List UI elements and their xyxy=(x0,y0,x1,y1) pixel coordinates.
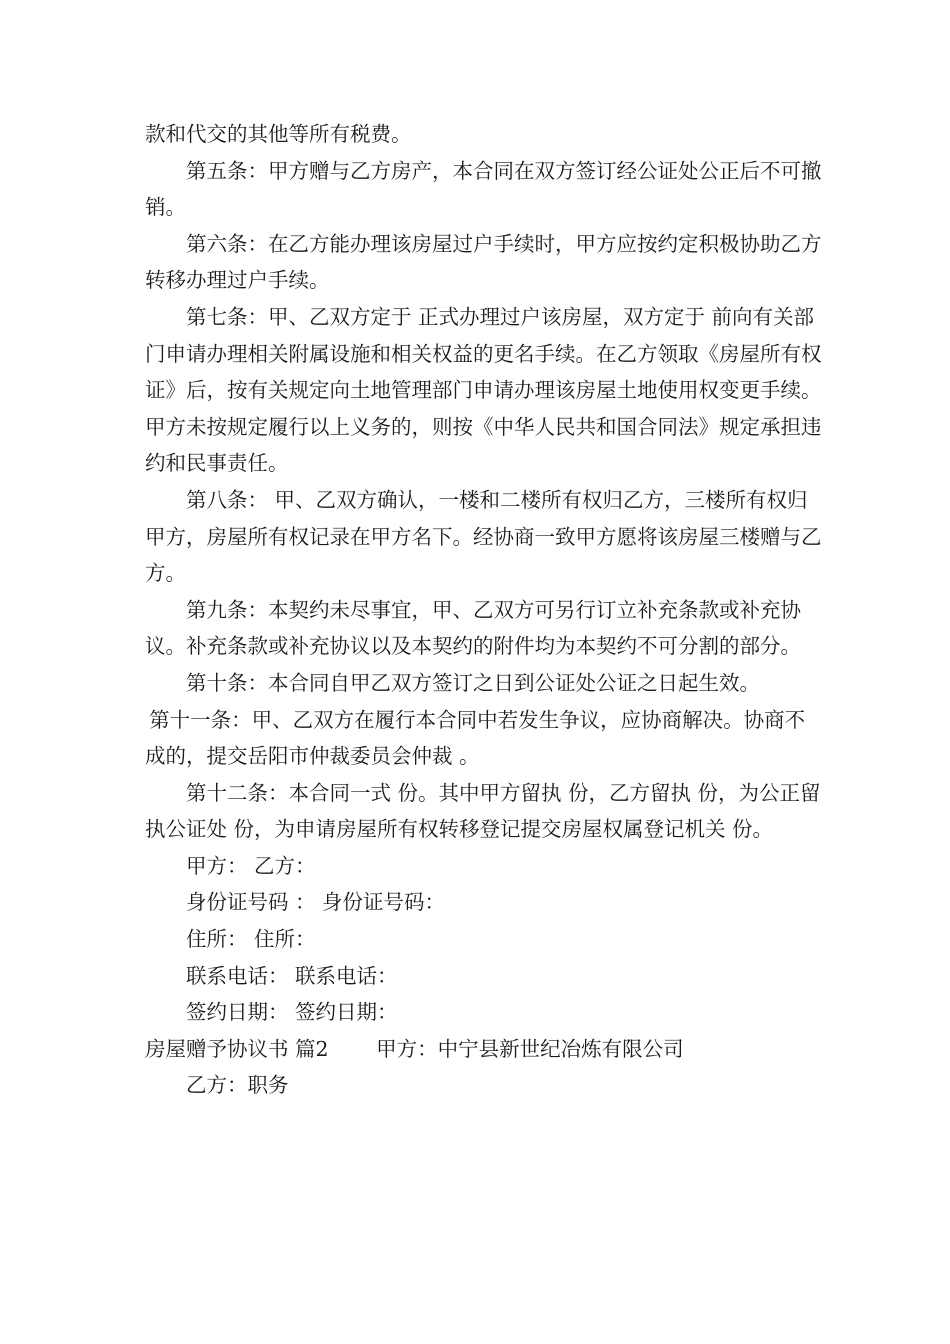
paragraph-article-7: 第七条：甲、乙双方定于 正式办理过户该房屋，双方定于 前向有关部门申请办理相关附属设施和相关权益的更名手续。在乙方领取《房屋所有权证》后，按有关规定向土地管理部门申请办理该房屋土地使用权变更手续。甲方未按规定履行以上义务的，则按《中华人民共和国合同法》规定承担违约和民事责任。 xyxy=(145,304,822,476)
signature-party-names: 甲方： 乙方： xyxy=(186,853,316,878)
paragraph-article-5: 第五条：甲方赠与乙方房产，本合同在双方签订经公证处公正后不可撤销。 xyxy=(145,158,822,220)
signature-dates: 签约日期： 签约日期： xyxy=(186,1000,398,1025)
paragraph-article-10: 第十条：本合同自甲乙双方签订之日到公证处公证之日起生效。 xyxy=(186,670,760,695)
section-heading-part-2: 房屋赠予协议书 篇2 甲方：中宁县新世纪冶炼有限公司 xyxy=(145,1036,684,1061)
signature-addresses: 住所： 住所： xyxy=(186,927,316,952)
paragraph-tax-clause-end: 款和代交的其他等所有税费。 xyxy=(145,122,412,146)
paragraph-article-8: 第八条： 甲、乙双方确认，一楼和二楼所有权归乙方，三楼所有权归甲方，房屋所有权记录在甲方名下。经协商一致甲方愿将该房屋三楼赠与乙方。 xyxy=(145,487,822,586)
paragraph-article-12: 第十二条：本合同一式 份。其中甲方留执 份，乙方留执 份，为公正留执公证处 份，为申请房屋所有权转移登记提交房屋权属登记机关 份。 xyxy=(145,780,821,842)
paragraph-party-b-role: 乙方：职务 xyxy=(186,1073,289,1098)
paragraph-article-6: 第六条：在乙方能办理该房屋过户手续时，甲方应按约定积极协助乙方转移办理过户手续。 xyxy=(145,231,822,293)
signature-id-numbers: 身份证号码 ： 身份证号码： xyxy=(186,890,446,915)
paragraph-article-9: 第九条：本契约未尽事宜，甲、乙双方可另行订立补充条款或补充协议。补充条款或补充协议以及本契约的附件均为本契约不可分割的部分。 xyxy=(145,597,801,659)
paragraph-article-11: 第十一条：甲、乙双方在履行本合同中若发生争议，应协商解决。协商不成的，提交岳阳市仲裁委员会仲裁 。 xyxy=(145,707,806,769)
document-body xyxy=(145,116,825,1104)
signature-phone-numbers: 联系电话： 联系电话： xyxy=(186,963,398,988)
